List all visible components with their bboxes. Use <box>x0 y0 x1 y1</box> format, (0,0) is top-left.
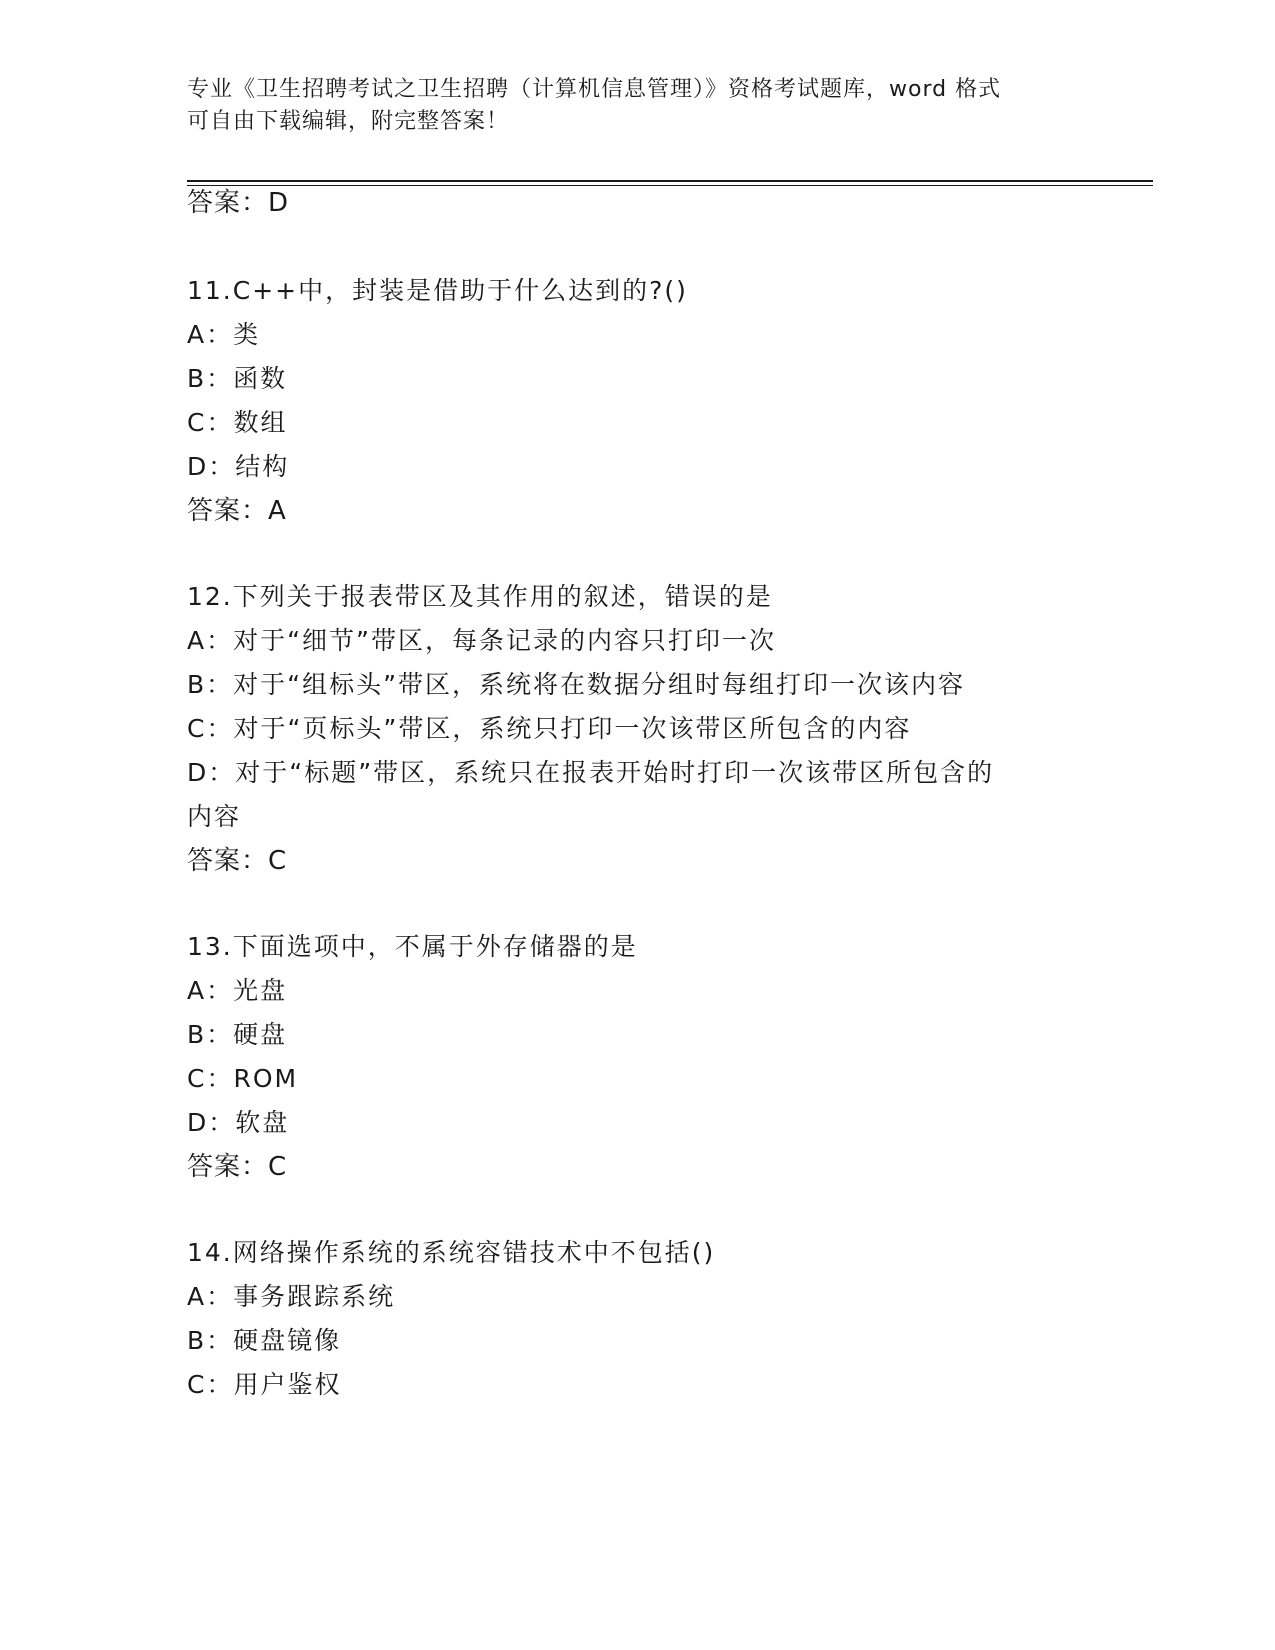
question-11-option-b: B：函数 <box>187 364 288 393</box>
document-header <box>187 74 1067 138</box>
question-12-answer: 答案：C <box>187 846 288 876</box>
question-13-option-d: D：软盘 <box>187 1108 290 1137</box>
question-13-option-c: C：ROM <box>187 1064 299 1093</box>
question-12-option-d: D：对于“标题”带区，系统只在报表开始时打印一次该带区所包含的 <box>187 758 995 787</box>
question-13-option-a: A：光盘 <box>187 976 288 1005</box>
question-12-option-a: A：对于“细节”带区，每条记录的内容只打印一次 <box>187 626 777 655</box>
header-divider-thin <box>187 185 1153 186</box>
question-11-option-c: C：数组 <box>187 408 288 437</box>
question-14-option-c: C：用户鉴权 <box>187 1370 342 1399</box>
question-12-option-d-continued: 内容 <box>187 802 242 831</box>
header-divider <box>187 180 1153 182</box>
question-11-option-d: D：结构 <box>187 452 290 481</box>
question-12-option-c: C：对于“页标头”带区，系统只打印一次该带区所包含的内容 <box>187 714 912 743</box>
question-13-answer: 答案：C <box>187 1152 288 1182</box>
header-line-1: 专业《卫生招聘考试之卫生招聘（计算机信息管理）》资格考试题库，word 格式 <box>187 77 1002 102</box>
question-13-stem: 13.下面选项中，不属于外存储器的是 <box>187 932 638 961</box>
question-14-stem: 14.网络操作系统的系统容错技术中不包括() <box>187 1238 716 1267</box>
question-14-option-a: A：事务跟踪系统 <box>187 1282 396 1311</box>
question-12-stem: 12.下列关于报表带区及其作用的叙述，错误的是 <box>187 582 773 611</box>
question-12-option-b: B：对于“组标头”带区，系统将在数据分组时每组打印一次该内容 <box>187 670 966 699</box>
question-14-option-b: B：硬盘镜像 <box>187 1326 342 1355</box>
answer-previous: 答案：D <box>187 188 290 218</box>
question-11-option-a: A：类 <box>187 320 261 349</box>
header-line-2: 可自由下载编辑，附完整答案！ <box>187 109 510 134</box>
question-11-stem: 11.C++中，封装是借助于什么达到的?() <box>187 276 688 305</box>
question-13-option-b: B：硬盘 <box>187 1020 288 1049</box>
question-11-answer: 答案：A <box>187 496 287 526</box>
